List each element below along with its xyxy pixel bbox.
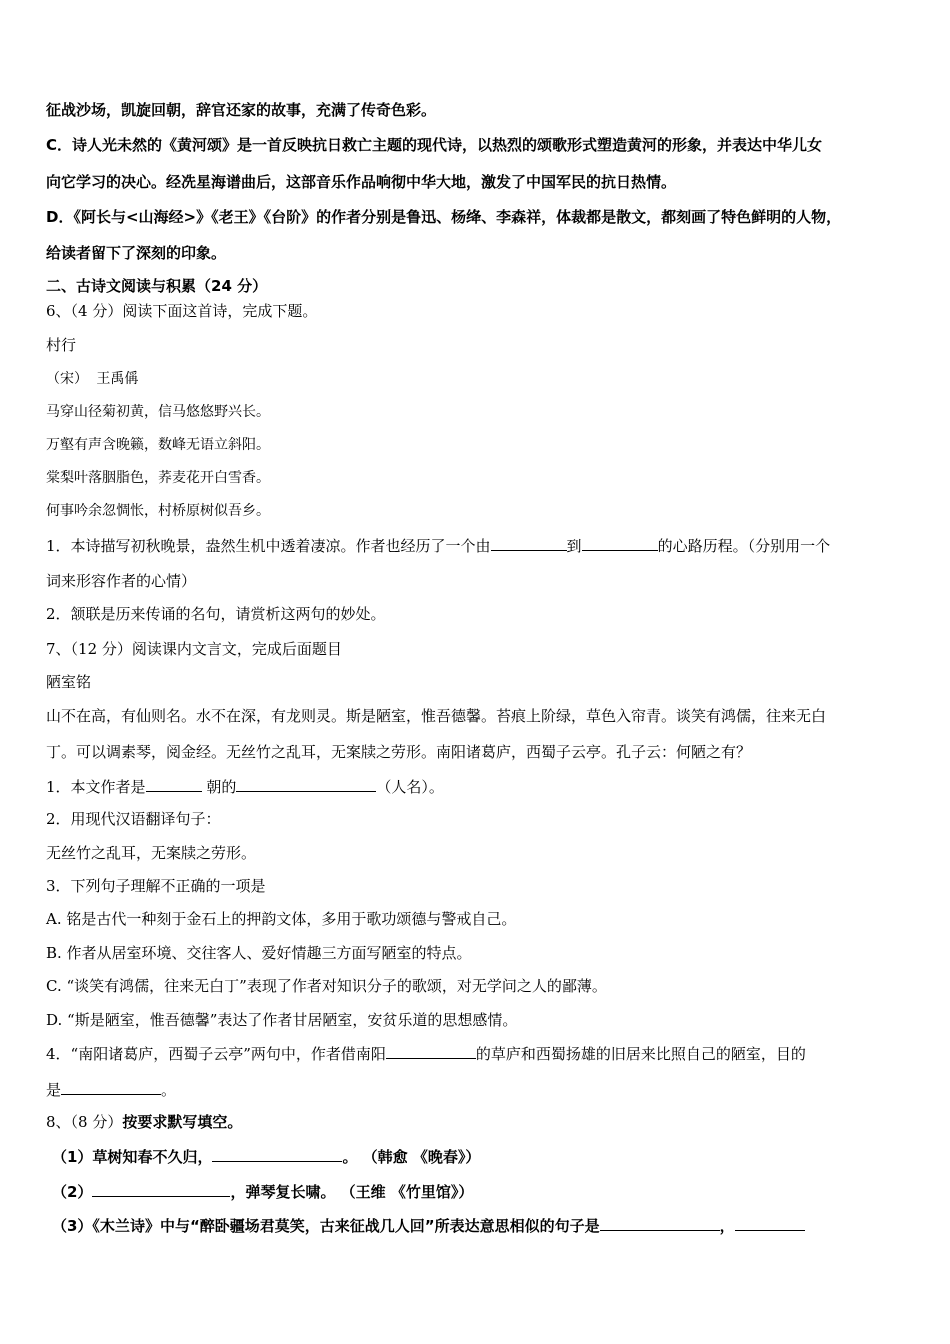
question-8-1 bbox=[52, 1146, 480, 1167]
question-text: （1）草树知春不久归， bbox=[52, 1148, 213, 1166]
poem-verse: 棠梨叶落胭脂色，荞麦花开白雪香。 bbox=[46, 470, 270, 486]
option-d-line2: 给读者留下了深刻的印象。 bbox=[46, 244, 227, 262]
question-text: 。 （韩愈 《晚春》） bbox=[342, 1148, 481, 1166]
question-text: 。 bbox=[161, 1081, 177, 1099]
answer-blank[interactable] bbox=[61, 1079, 161, 1095]
question-text: 是 bbox=[46, 1081, 62, 1099]
answer-blank[interactable] bbox=[92, 1181, 230, 1197]
question-text: （2） bbox=[52, 1183, 93, 1201]
question-text: ， bbox=[719, 1217, 735, 1235]
answer-blank[interactable] bbox=[735, 1215, 805, 1231]
question-8-3 bbox=[52, 1215, 805, 1236]
option-c-line2: 向它学习的决心。经冼星海谱曲后，这部音乐作品响彻中华大地，激发了中国军民的抗日热情。 bbox=[46, 173, 677, 191]
question-6-intro: 6、（4 分）阅读下面这首诗，完成下题。 bbox=[46, 302, 318, 320]
question-text: 8、（8 分） bbox=[46, 1113, 123, 1131]
option-c-line1: C．诗人光未然的《黄河颂》是一首反映抗日救亡主题的现代诗，以热烈的颂歌形式塑造黄河的形象，并表达中华儿女 bbox=[46, 136, 823, 154]
question-7-2: 2．用现代汉语翻译句子： bbox=[46, 810, 221, 828]
answer-blank[interactable] bbox=[146, 776, 202, 792]
poem-verse: 万壑有声含晚籁，数峰无语立斜阳。 bbox=[46, 437, 270, 453]
poem-title: 村行 bbox=[46, 336, 77, 354]
question-7-4-cont bbox=[46, 1079, 176, 1100]
question-7-3: 3．下列句子理解不正确的一项是 bbox=[46, 877, 266, 895]
question-6-1-cont: 词来形容作者的心情） bbox=[46, 572, 197, 590]
poem-author: （宋） 王禹偁 bbox=[46, 371, 139, 387]
question-8-2 bbox=[52, 1181, 473, 1202]
option-b: B. 作者从居室环境、交往客人、爱好情趣三方面写陋室的特点。 bbox=[46, 944, 472, 962]
answer-blank[interactable] bbox=[600, 1215, 720, 1231]
essay-text: 丁。可以调素琴，阅金经。无丝竹之乱耳，无案牍之劳形。南阳诸葛庐，西蜀子云亭。孔子云：何陋之有？ bbox=[46, 743, 752, 761]
answer-blank[interactable] bbox=[236, 776, 376, 792]
option-d-line1: D．《阿长与<山海经>》《老王》《台阶》的作者分别是鲁迅、杨绛、李森祥，体裁都是散文，都刻画了特色鲜明的人物， bbox=[46, 208, 842, 226]
question-text: 1．本文作者是 bbox=[46, 778, 146, 796]
essay-text: 山不在高，有仙则名。水不在深，有龙则灵。斯是陋室，惟吾德馨。苔痕上阶绿，草色入帘青。谈笑有鸿儒，往来无白 bbox=[46, 707, 827, 725]
answer-blank[interactable] bbox=[582, 535, 658, 551]
question-7-4 bbox=[46, 1043, 806, 1064]
question-text: （人名）。 bbox=[376, 778, 444, 796]
answer-blank[interactable] bbox=[212, 1146, 342, 1162]
question-text: 按要求默写填空。 bbox=[122, 1113, 243, 1131]
question-text: 的心路历程。（分别用一个 bbox=[657, 537, 831, 555]
question-text: 到 bbox=[566, 537, 582, 555]
answer-blank[interactable] bbox=[386, 1043, 476, 1059]
question-text: ，弹琴复长啸。 （王维 《竹里馆》） bbox=[230, 1183, 474, 1201]
poem-verse: 何事吟余忽惆怅，村桥原树似吾乡。 bbox=[46, 503, 270, 519]
question-6-1 bbox=[46, 535, 830, 556]
text-line: 征战沙场，凯旋回朝，辞官还家的故事，充满了传奇色彩。 bbox=[46, 101, 437, 119]
question-text: （3）《木兰诗》中与“醉卧疆场君莫笑，古来征战几人回”所表达意思相似的句子是 bbox=[52, 1217, 600, 1235]
question-8-intro bbox=[46, 1112, 242, 1132]
question-text: 朝的 bbox=[206, 778, 237, 796]
option-c: C. “谈笑有鸿儒，往来无白丁”表现了作者对知识分子的歌颂，对无学问之人的鄙薄。 bbox=[46, 977, 607, 995]
question-7-2-sentence: 无丝竹之乱耳，无案牍之劳形。 bbox=[46, 844, 257, 862]
essay-title: 陋室铭 bbox=[46, 673, 92, 691]
option-a: A. 铭是古代一种刻于金石上的押韵文体，多用于歌功颂德与警戒自己。 bbox=[46, 910, 517, 928]
question-text: 4．“南阳诸葛庐，西蜀子云亭”两句中，作者借南阳 bbox=[46, 1045, 386, 1063]
section-heading: 二、古诗文阅读与积累（24 分） bbox=[46, 277, 268, 295]
question-7-1 bbox=[46, 776, 444, 797]
question-7-intro: 7、（12 分）阅读课内文言文，完成后面题目 bbox=[46, 640, 342, 658]
question-text: 的草庐和西蜀扬雄的旧居来比照自己的陋室，目的 bbox=[475, 1045, 806, 1063]
poem-verse: 马穿山径菊初黄，信马悠悠野兴长。 bbox=[46, 404, 270, 420]
question-6-2: 2．颔联是历来传诵的名句，请赏析这两句的妙处。 bbox=[46, 605, 386, 623]
answer-blank[interactable] bbox=[491, 535, 567, 551]
option-d: D. “斯是陋室，惟吾德馨”表达了作者甘居陋室，安贫乐道的思想感情。 bbox=[46, 1011, 518, 1029]
question-text: 1．本诗描写初秋晚景，盎然生机中透着凄凉。作者也经历了一个由 bbox=[46, 537, 491, 555]
